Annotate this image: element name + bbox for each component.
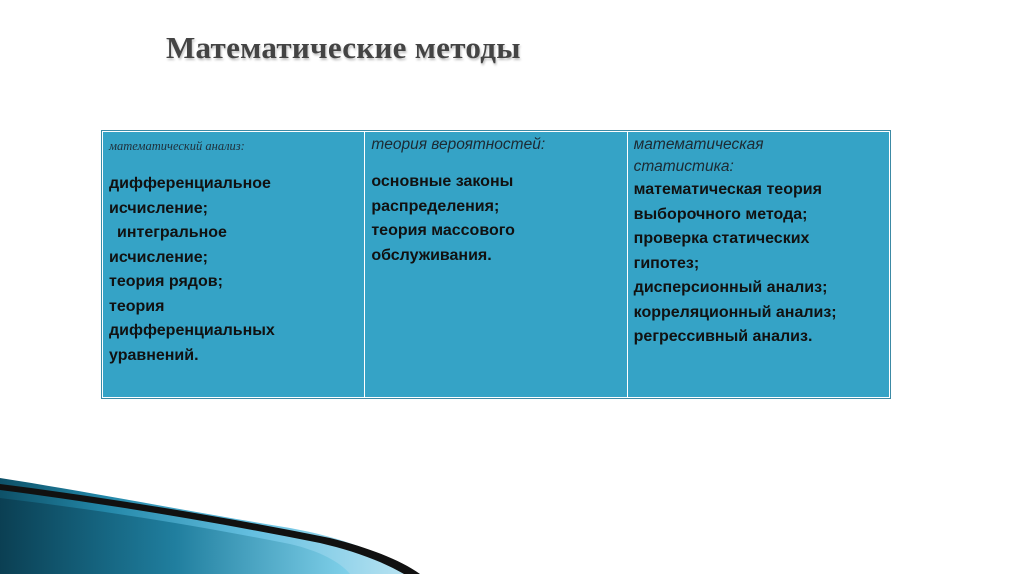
list-item: выборочного метода; (633, 205, 808, 223)
list-item: математическая теория (633, 181, 822, 198)
wave-band (0, 478, 420, 574)
column-heading: математический анализ: (109, 139, 245, 153)
column-heading: теория вероятностей: (371, 136, 546, 153)
column-heading-line: статистика: (633, 158, 734, 175)
list-item: гипотез; (633, 254, 700, 272)
list-item: обслуживания. (371, 246, 492, 264)
methods-table (102, 131, 890, 398)
list-item: регрессивный анализ. (633, 328, 813, 345)
column-math-statistics (627, 132, 889, 397)
list-item: теория рядов; (109, 273, 223, 290)
list-item: корреляционный анализ; (633, 303, 837, 321)
list-item: исчисление; (109, 199, 208, 217)
list-item: дисперсионный анализ; (633, 279, 828, 296)
wave-band (0, 498, 350, 574)
wave-dark-stroke (0, 484, 420, 574)
list-item: проверка статических (633, 230, 810, 247)
column-probability-theory (364, 132, 626, 397)
list-item: дифференциальных (109, 322, 275, 339)
list-item: основные законы (371, 173, 514, 190)
list-item: теория массового (371, 222, 515, 239)
list-item: интегральное (117, 224, 227, 241)
list-item: дифференциальное (109, 175, 271, 192)
list-item: исчисление; (109, 248, 208, 266)
column-heading-line: математическая (633, 136, 764, 153)
spacer (371, 156, 618, 170)
list-item: уравнений. (109, 346, 199, 364)
slide-title: Математические методы (166, 30, 521, 65)
column-math-analysis (103, 132, 364, 397)
list-item: распределения; (371, 197, 500, 215)
list-item: теория (109, 297, 165, 315)
